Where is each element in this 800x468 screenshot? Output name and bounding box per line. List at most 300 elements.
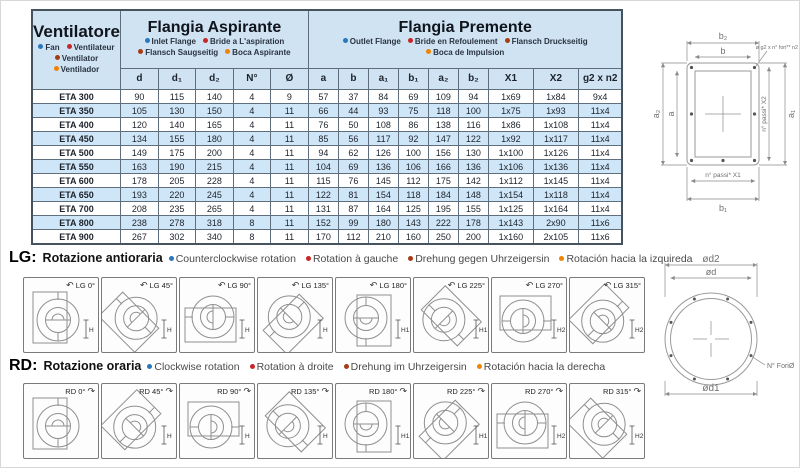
- value-cell: 156: [428, 146, 458, 160]
- value-cell: 122: [308, 188, 338, 202]
- value-cell: 11x6: [578, 230, 622, 245]
- value-cell: 112: [398, 174, 428, 188]
- value-cell: 1x112: [488, 174, 533, 188]
- value-cell: 235: [158, 202, 195, 216]
- translation-item: Rotación hacia la izquireda: [559, 253, 692, 265]
- bullet-icon: [408, 38, 413, 43]
- svg-text:H: H: [245, 327, 250, 334]
- svg-text:n° passi* X2: n° passi* X2: [761, 96, 768, 132]
- svg-text:a: a: [666, 111, 676, 117]
- lg-rotation-row: [23, 277, 645, 353]
- svg-text:H: H: [167, 327, 172, 334]
- value-cell: 138: [428, 118, 458, 132]
- table-row: [32, 216, 622, 230]
- value-cell: 318: [195, 216, 233, 230]
- value-cell: 11: [270, 202, 308, 216]
- rotation-label: RD 225° ↷: [446, 386, 485, 396]
- svg-text:ø g2 x n° fori** n2: ø g2 x n° fori** n2: [755, 45, 798, 51]
- value-cell: 145: [368, 174, 398, 188]
- value-cell: 1x117: [533, 132, 578, 146]
- value-cell: 205: [158, 174, 195, 188]
- cw-arrow-icon: ↷: [243, 386, 251, 396]
- value-cell: 1x145: [533, 174, 578, 188]
- value-cell: 57: [308, 90, 338, 104]
- ventilatore-translations: [33, 42, 120, 77]
- value-cell: 11: [270, 146, 308, 160]
- rotation-box: [101, 383, 177, 459]
- bullet-icon: [138, 49, 143, 54]
- value-cell: 11: [270, 104, 308, 118]
- svg-text:b: b: [720, 46, 726, 56]
- table-row: [32, 132, 622, 146]
- center-crosshair: [693, 321, 729, 357]
- bullet-icon: [147, 364, 152, 369]
- flange-dimension-table: [31, 9, 623, 245]
- value-cell: 69: [398, 90, 428, 104]
- value-cell: 118: [428, 104, 458, 118]
- value-cell: 178: [458, 216, 488, 230]
- aspirante-title: Flangia Aspirante: [147, 18, 282, 36]
- value-cell: 93: [368, 104, 398, 118]
- svg-text:H: H: [245, 433, 250, 440]
- svg-text:b₁: b₁: [718, 203, 728, 213]
- svg-text:H2: H2: [557, 433, 566, 440]
- value-cell: 150: [195, 104, 233, 118]
- svg-text:H1: H1: [479, 433, 488, 440]
- value-cell: 178: [120, 174, 158, 188]
- bullet-icon: [54, 66, 59, 71]
- translation-item: Drehung gegen Uhrzeigersin: [408, 253, 549, 265]
- value-cell: 11x4: [578, 118, 622, 132]
- cw-arrow-icon: ↷: [87, 386, 95, 396]
- value-cell: 250: [428, 230, 458, 245]
- value-cell: 9: [270, 90, 308, 104]
- cw-arrow-icon: ↷: [165, 386, 173, 396]
- value-cell: 11x4: [578, 188, 622, 202]
- model-cell: ETA 450: [32, 132, 120, 146]
- value-cell: 76: [338, 174, 368, 188]
- lg-name: Rotazione antioraria: [42, 251, 163, 265]
- svg-text:H2: H2: [635, 327, 644, 334]
- translation-item: Ventilador: [54, 65, 100, 75]
- ccw-arrow-icon: ↶: [603, 280, 612, 290]
- translation-item: Inlet Flange: [145, 37, 196, 47]
- value-cell: 1x136: [533, 160, 578, 174]
- bullet-icon: [225, 49, 230, 54]
- bolt-holes: [670, 298, 753, 381]
- value-cell: 210: [368, 230, 398, 245]
- value-cell: 118: [398, 188, 428, 202]
- model-cell: ETA 650: [32, 188, 120, 202]
- value-cell: 136: [368, 160, 398, 174]
- rotation-label: RD 180° ↷: [368, 386, 407, 396]
- translation-item: Rotación hacia la derecha: [477, 361, 605, 373]
- model-cell: ETA 400: [32, 118, 120, 132]
- value-cell: 1x164: [533, 202, 578, 216]
- value-cell: 165: [195, 118, 233, 132]
- value-cell: 11: [270, 216, 308, 230]
- value-cell: 265: [195, 202, 233, 216]
- value-cell: 1x125: [488, 202, 533, 216]
- rotation-label: ↶ LG 45°: [139, 280, 173, 290]
- translation-item: Bride en Refoulement: [408, 37, 498, 47]
- ccw-arrow-icon: ↶: [217, 280, 226, 290]
- value-cell: 142: [458, 174, 488, 188]
- svg-text:H1: H1: [401, 433, 410, 440]
- rotation-label: ↶ LG 225°: [447, 280, 485, 290]
- value-cell: 190: [158, 160, 195, 174]
- value-cell: 155: [158, 132, 195, 146]
- value-cell: 115: [158, 90, 195, 104]
- col-b2: b₂: [458, 68, 488, 89]
- value-cell: 99: [338, 216, 368, 230]
- value-cell: 115: [308, 174, 338, 188]
- value-cell: 4: [233, 104, 270, 118]
- inlet-flange-diagram: [645, 253, 800, 405]
- col-n: N°: [233, 68, 270, 89]
- rotation-label: ↶ LG 180°: [369, 280, 407, 290]
- value-cell: 11x4: [578, 174, 622, 188]
- value-cell: 8: [233, 216, 270, 230]
- table-row: [32, 174, 622, 188]
- translation-item: Drehung im Uhrzeigersin: [344, 361, 467, 373]
- model-cell: ETA 500: [32, 146, 120, 160]
- svg-text:ød2: ød2: [702, 254, 720, 265]
- col-g2n2: g2 x n2: [578, 68, 622, 89]
- value-cell: 131: [308, 202, 338, 216]
- model-cell: ETA 550: [32, 160, 120, 174]
- svg-text:ød1: ød1: [702, 383, 720, 394]
- value-cell: 4: [233, 174, 270, 188]
- rotation-box: [491, 277, 567, 353]
- bullet-icon: [169, 256, 174, 261]
- value-cell: 11: [270, 230, 308, 245]
- rotation-box: [335, 277, 411, 353]
- svg-text:H2: H2: [557, 327, 566, 334]
- rotation-box: [23, 383, 99, 459]
- translation-item: Flansch Druckseitig: [505, 37, 588, 47]
- cw-arrow-icon: ↷: [555, 386, 563, 396]
- bullet-icon: [343, 38, 348, 43]
- bullet-icon: [306, 256, 311, 261]
- table-row: [32, 202, 622, 216]
- rotation-box: [257, 383, 333, 459]
- value-cell: 149: [120, 146, 158, 160]
- rotation-box: [101, 277, 177, 353]
- value-cell: 9x4: [578, 90, 622, 104]
- svg-text:H2: H2: [635, 433, 644, 440]
- value-cell: 4: [233, 160, 270, 174]
- rotation-label: ↶ LG 270°: [525, 280, 563, 290]
- value-cell: 195: [428, 202, 458, 216]
- ccw-arrow-icon: ↶: [139, 280, 148, 290]
- svg-text:ød: ød: [705, 267, 717, 277]
- value-cell: 155: [458, 202, 488, 216]
- value-cell: 104: [308, 160, 338, 174]
- rd-translations: [147, 361, 605, 373]
- translation-item: Rotation à gauche: [306, 253, 398, 265]
- value-cell: 62: [338, 146, 368, 160]
- value-cell: 1x100: [488, 146, 533, 160]
- value-cell: 1x143: [488, 216, 533, 230]
- value-cell: 94: [458, 90, 488, 104]
- table-row: [32, 146, 622, 160]
- premente-title: Flangia Premente: [398, 18, 532, 36]
- value-cell: 69: [338, 160, 368, 174]
- translation-item: Boca Aspirante: [225, 48, 290, 58]
- bullet-icon: [203, 38, 208, 43]
- bullet-icon: [38, 44, 43, 49]
- model-cell: ETA 700: [32, 202, 120, 216]
- value-cell: 108: [368, 118, 398, 132]
- translation-item: Bride a L'aspiration: [203, 37, 284, 47]
- cw-arrow-icon: ↷: [321, 386, 329, 396]
- value-cell: 76: [308, 118, 338, 132]
- value-cell: 140: [158, 118, 195, 132]
- value-cell: 90: [120, 90, 158, 104]
- value-cell: 1x93: [533, 104, 578, 118]
- ccw-arrow-icon: ↶: [447, 280, 456, 290]
- value-cell: 11x6: [578, 216, 622, 230]
- bullet-icon: [559, 256, 564, 261]
- outlet-flange-diagram: [647, 11, 799, 237]
- value-cell: 100: [458, 104, 488, 118]
- premente-header: [308, 10, 622, 68]
- lg-translations: [169, 253, 693, 265]
- value-cell: 1x160: [488, 230, 533, 245]
- value-cell: 8: [233, 230, 270, 245]
- value-cell: 56: [338, 132, 368, 146]
- premente-translations: [309, 36, 622, 60]
- value-cell: 2x105: [533, 230, 578, 245]
- rotation-label: RD 135° ↷: [290, 386, 329, 396]
- value-cell: 85: [308, 132, 338, 146]
- rd-code: RD:: [9, 357, 38, 374]
- rd-name: Rotazione oraria: [43, 359, 142, 373]
- value-cell: 147: [428, 132, 458, 146]
- lg-section-title: [9, 249, 693, 267]
- rotation-label: ↶ LG 90°: [217, 280, 251, 290]
- ccw-arrow-icon: ↶: [525, 280, 534, 290]
- ventilatore-header: [32, 10, 120, 90]
- svg-text:n° passi* X1: n° passi* X1: [705, 172, 741, 179]
- value-cell: 1x118: [533, 188, 578, 202]
- col-x1: X1: [488, 68, 533, 89]
- value-cell: 126: [368, 146, 398, 160]
- bullet-icon: [145, 38, 150, 43]
- translation-item: Outlet Flange: [343, 37, 401, 47]
- col-a2: a₂: [428, 68, 458, 89]
- value-cell: 1x154: [488, 188, 533, 202]
- rotation-box: [569, 383, 645, 459]
- bullet-icon: [250, 364, 255, 369]
- table-row: [32, 90, 622, 104]
- value-cell: 11: [270, 174, 308, 188]
- aspirante-translations: [121, 36, 308, 60]
- svg-text:H: H: [323, 433, 328, 440]
- value-cell: 4: [233, 90, 270, 104]
- value-cell: 130: [458, 146, 488, 160]
- value-cell: 1x92: [488, 132, 533, 146]
- value-cell: 75: [398, 104, 428, 118]
- value-cell: 4: [233, 132, 270, 146]
- value-cell: 163: [120, 160, 158, 174]
- bullet-icon: [426, 49, 431, 54]
- value-cell: 4: [233, 188, 270, 202]
- value-cell: 180: [368, 216, 398, 230]
- value-cell: 11: [270, 160, 308, 174]
- rotation-box: [179, 277, 255, 353]
- value-cell: 4: [233, 146, 270, 160]
- rotation-label: ↶ LG 135°: [291, 280, 329, 290]
- value-cell: 180: [195, 132, 233, 146]
- value-cell: 94: [308, 146, 338, 160]
- value-cell: 2x90: [533, 216, 578, 230]
- translation-item: Rotation à droite: [250, 361, 334, 373]
- svg-text:a₁: a₁: [786, 109, 796, 119]
- value-cell: 1x108: [533, 118, 578, 132]
- table-row: [32, 230, 622, 245]
- rotation-label: RD 270° ↷: [524, 386, 563, 396]
- value-cell: 120: [120, 118, 158, 132]
- value-cell: 1x75: [488, 104, 533, 118]
- ventilatore-title: Ventilatore: [33, 22, 120, 42]
- col-a1: a₁: [368, 68, 398, 89]
- rd-section-title: [9, 357, 605, 375]
- translation-item: Flansch Saugseitig: [138, 48, 218, 58]
- model-cell: ETA 300: [32, 90, 120, 104]
- value-cell: 278: [158, 216, 195, 230]
- value-cell: 92: [398, 132, 428, 146]
- rotation-box: [413, 277, 489, 353]
- col-diam: Ø: [270, 68, 308, 89]
- value-cell: 166: [428, 160, 458, 174]
- col-a: a: [308, 68, 338, 89]
- value-cell: 164: [368, 202, 398, 216]
- value-cell: 193: [120, 188, 158, 202]
- value-cell: 175: [158, 146, 195, 160]
- rotation-box: [569, 277, 645, 353]
- svg-text:H: H: [89, 327, 94, 334]
- bullet-icon: [477, 364, 482, 369]
- col-x2: X2: [533, 68, 578, 89]
- value-cell: 50: [338, 118, 368, 132]
- value-cell: 37: [338, 90, 368, 104]
- model-cell: ETA 800: [32, 216, 120, 230]
- value-cell: 66: [308, 104, 338, 118]
- value-cell: 11x4: [578, 160, 622, 174]
- value-cell: 220: [158, 188, 195, 202]
- value-cell: 215: [195, 160, 233, 174]
- value-cell: 148: [458, 188, 488, 202]
- value-cell: 4: [233, 118, 270, 132]
- rotation-label: RD 0° ↷: [65, 386, 95, 396]
- aspirante-header: [120, 10, 308, 68]
- col-d2: d₂: [195, 68, 233, 89]
- value-cell: 267: [120, 230, 158, 245]
- value-cell: 152: [308, 216, 338, 230]
- value-cell: 109: [428, 90, 458, 104]
- rotation-box: [23, 277, 99, 353]
- translation-item: Boca de Impulsion: [426, 48, 504, 58]
- value-cell: 143: [398, 216, 428, 230]
- value-cell: 11x4: [578, 202, 622, 216]
- rotation-label: ↶ LG 315°: [603, 280, 641, 290]
- model-cell: ETA 600: [32, 174, 120, 188]
- translation-item: Clockwise rotation: [147, 361, 239, 373]
- rotation-label: RD 45° ↷: [139, 386, 173, 396]
- table-row: [32, 118, 622, 132]
- value-cell: 208: [120, 202, 158, 216]
- ccw-arrow-icon: ↶: [369, 280, 378, 290]
- svg-text:H: H: [323, 327, 328, 334]
- value-cell: 11: [270, 188, 308, 202]
- translation-item: Fan: [38, 43, 59, 53]
- cw-arrow-icon: ↷: [477, 386, 485, 396]
- value-cell: 238: [120, 216, 158, 230]
- value-cell: 106: [398, 160, 428, 174]
- value-cell: 11: [270, 118, 308, 132]
- value-cell: 1x86: [488, 118, 533, 132]
- translation-item: Counterclockwise rotation: [169, 253, 296, 265]
- value-cell: 160: [398, 230, 428, 245]
- value-cell: 1x126: [533, 146, 578, 160]
- bullet-icon: [55, 55, 60, 60]
- column-letter-row: [32, 68, 622, 89]
- value-cell: 116: [458, 118, 488, 132]
- value-cell: 86: [398, 118, 428, 132]
- value-cell: 44: [338, 104, 368, 118]
- table-row: [32, 188, 622, 202]
- rd-rotation-row: [23, 383, 645, 459]
- value-cell: 245: [195, 188, 233, 202]
- value-cell: 105: [120, 104, 158, 118]
- rotation-box: [491, 383, 567, 459]
- svg-text:H1: H1: [479, 327, 488, 334]
- value-cell: 11x4: [578, 104, 622, 118]
- value-cell: 130: [158, 104, 195, 118]
- bullet-icon: [344, 364, 349, 369]
- value-cell: 112: [338, 230, 368, 245]
- bullet-icon: [408, 256, 413, 261]
- rotation-label: ↶ LG 0°: [66, 280, 95, 290]
- value-cell: 340: [195, 230, 233, 245]
- rotation-label: RD 90° ↷: [217, 386, 251, 396]
- flange-inner-circle: [671, 299, 752, 380]
- value-cell: 222: [428, 216, 458, 230]
- bullet-icon: [67, 44, 72, 49]
- value-cell: 87: [338, 202, 368, 216]
- lg-code: LG:: [9, 249, 37, 266]
- value-cell: 11x4: [578, 132, 622, 146]
- value-cell: 136: [458, 160, 488, 174]
- svg-text:H1: H1: [401, 327, 410, 334]
- svg-text:H: H: [167, 433, 172, 440]
- value-cell: 11: [270, 132, 308, 146]
- value-cell: 1x69: [488, 90, 533, 104]
- col-b: b: [338, 68, 368, 89]
- flange-outer-circle: [665, 293, 757, 385]
- center-crosshair: [705, 96, 741, 132]
- value-cell: 134: [120, 132, 158, 146]
- value-cell: 184: [428, 188, 458, 202]
- value-cell: 170: [308, 230, 338, 245]
- rotation-box: [257, 277, 333, 353]
- model-cell: ETA 900: [32, 230, 120, 245]
- value-cell: 1x84: [533, 90, 578, 104]
- value-cell: 175: [428, 174, 458, 188]
- model-cell: ETA 350: [32, 104, 120, 118]
